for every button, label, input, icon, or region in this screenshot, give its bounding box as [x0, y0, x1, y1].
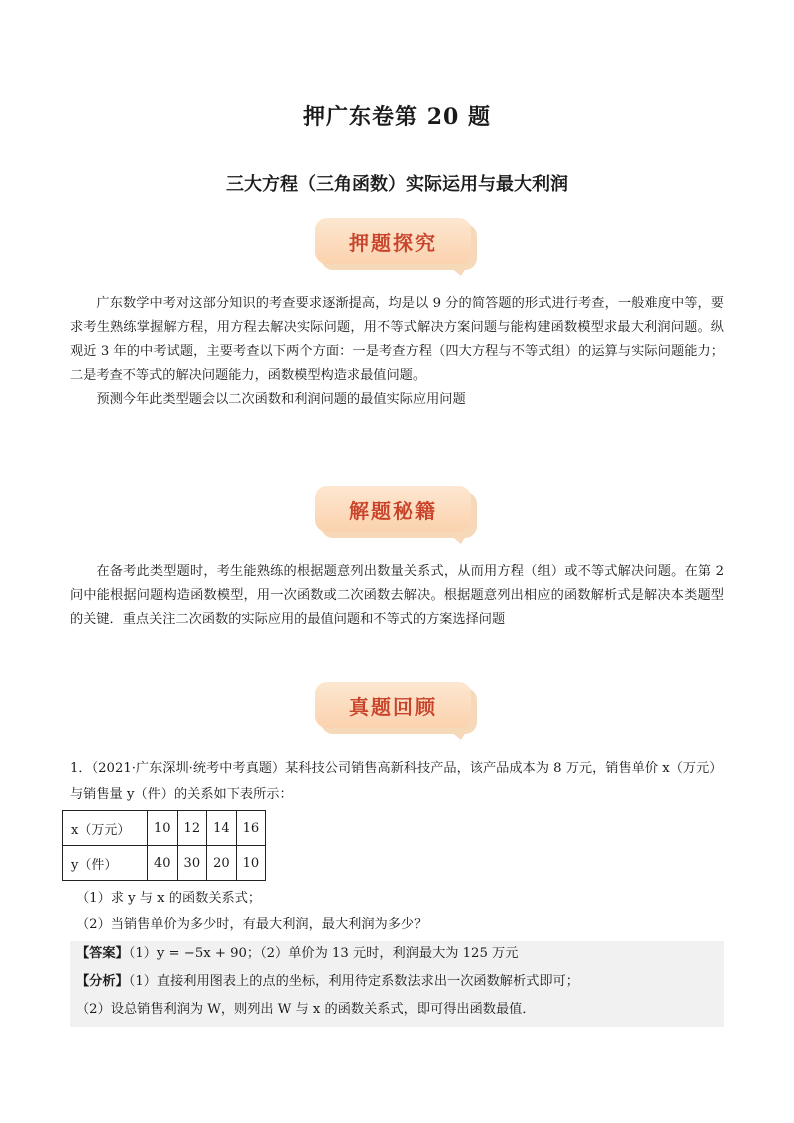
table-cell: 10 [236, 846, 266, 881]
analysis-text: （1）直接利用图表上的点的坐标，利用待定系数法求出一次函数解析式即可； [128, 974, 579, 989]
paragraph: 广东数学中考对这部分知识的考查要求逐渐提高，均是以 9 分的简答题的形式进行考查，一般难度中等，要求考生熟练掌握解方程，用方程去解决实际问题，用不等式解决方案问题与能构建函数模型求最大利润问题。纵观近 3 年的中考试题，主要考查以下两个方面：一是考查方程（四大方程与不等式组）的运算与实际问题能力；二是考查不等式的解决问题能力，函数模型构造求最值问题。 [70, 296, 724, 383]
table-cell: 12 [177, 811, 207, 846]
sub-question-2: （2）当销售单价为多少时，有最大利润，最大利润为多少？ [76, 917, 428, 932]
badge-label: 押题探究 [315, 218, 471, 264]
answer-line [76, 941, 518, 967]
section-badge-review [315, 682, 477, 728]
table-cell: 16 [236, 811, 266, 846]
table-header-cell: x（万元） [63, 811, 148, 846]
analysis-line [76, 969, 579, 995]
table-cell: 10 [148, 811, 178, 846]
table-cell: 14 [207, 811, 237, 846]
page-subtitle: 三大方程（三角函数）实际运用与最大利润 [226, 174, 568, 195]
section-badge-secrets [315, 486, 477, 532]
table-row [63, 846, 266, 881]
data-table [62, 810, 266, 881]
table-cell: 20 [207, 846, 237, 881]
table-header-cell: y（件） [63, 846, 148, 881]
answer-text: （1）y = −5x + 90；（2）单价为 13 元时，利润最大为 125 万元 [128, 946, 519, 961]
analysis-tag: 【分析】 [76, 974, 129, 989]
sub-question-1: （1）求 y 与 x 的函数关系式； [76, 891, 262, 906]
page-title: 押广东卷第 20 题 [303, 104, 491, 130]
badge-label: 真题回顾 [315, 682, 471, 728]
section-secrets-text [70, 560, 724, 632]
answer-box [70, 941, 724, 1027]
section-explore-text [70, 292, 724, 412]
paragraph: 在备考此类型题时，考生能熟练的根据题意列出数量关系式，从而用方程（组）或不等式解决问题。在第 2 问中能根据问题构造函数模型，用一次函数或二次函数去解决。根据题意列出相应的函数解析式是解决本类题型的关键．重点关注二次函数的实际应用的最值问题和不等式的方案选择问题 [70, 564, 724, 627]
question-stem: 1．（2021·广东深圳·统考中考真题）某科技公司销售高新科技产品，该产品成本为 8 万元，销售单价 x（万元）与销售量 y（件）的关系如下表所示： [70, 761, 723, 802]
table-cell: 30 [177, 846, 207, 881]
analysis-line-2: （2）设总销售利润为 W，则列出 W 与 x 的函数关系式，即可得出函数最值． [76, 1002, 536, 1017]
table-row [63, 811, 266, 846]
table-cell: 40 [148, 846, 178, 881]
section-badge-explore [315, 218, 477, 264]
badge-label: 解题秘籍 [315, 486, 471, 532]
paragraph: 预测今年此类型题会以二次函数和利润问题的最值实际应用问题 [96, 392, 466, 407]
answer-tag: 【答案】 [76, 946, 129, 961]
